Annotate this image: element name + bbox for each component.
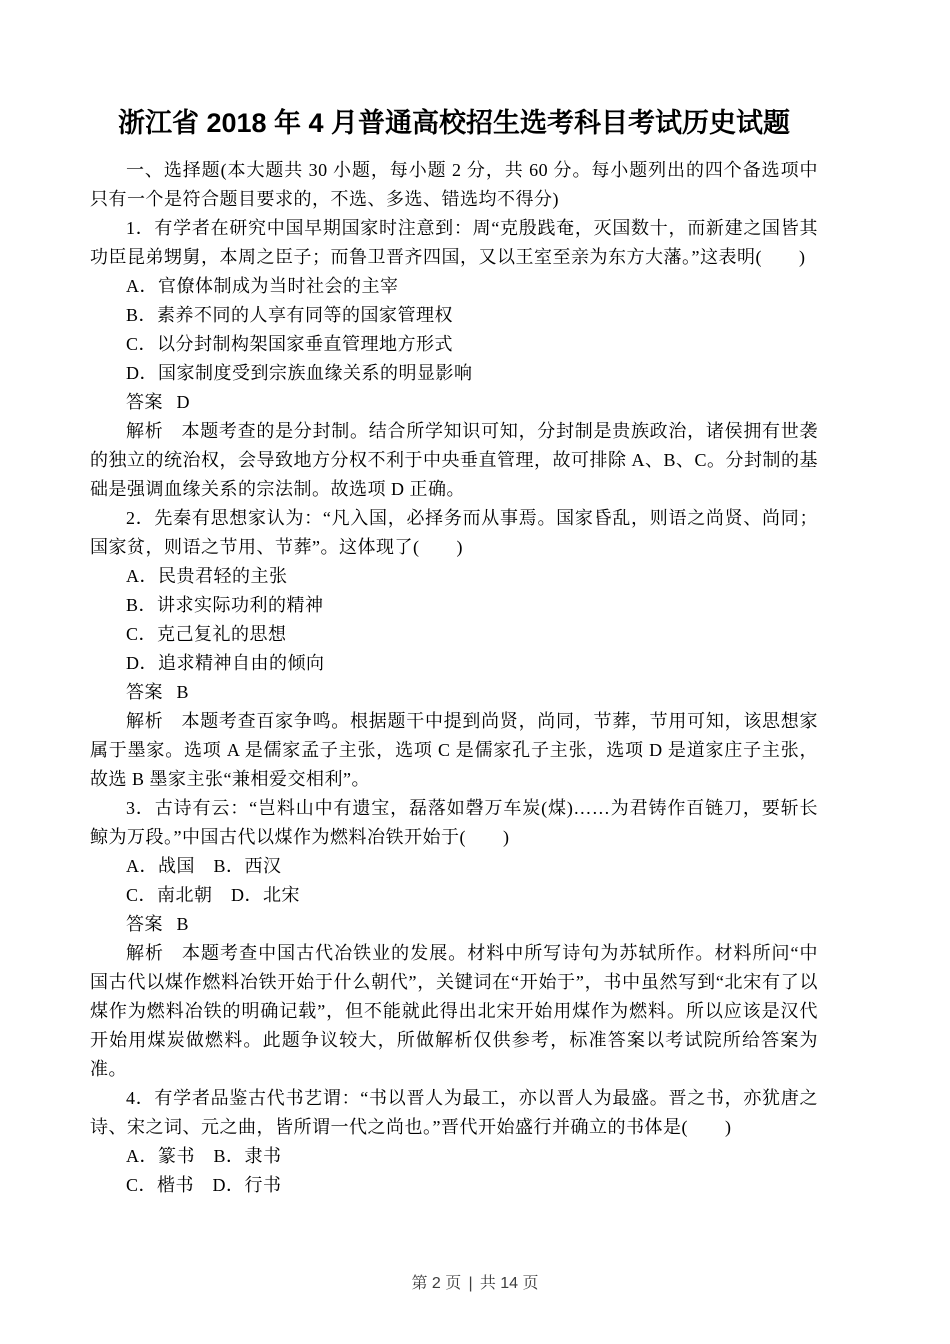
footer-separator: |	[468, 1275, 473, 1292]
analysis-label: 解析	[126, 711, 164, 731]
question-3-answer-line	[90, 910, 818, 939]
question-2-analysis	[90, 707, 818, 794]
section-intro: 一、选择题(本大题共 30 小题，每小题 2 分，共 60 分。每小题列出的四个备选项中只有一个是符合题目要求的，不选、多选、错选均不得分)	[90, 160, 818, 209]
question-1-option-d: D．国家制度受到宗族血缘关系的明显影响	[126, 363, 473, 383]
question-3-options-ab: A．战国 B．西汉	[126, 856, 282, 876]
question-2-answer-line	[90, 678, 818, 707]
question-2-option-c: C．克己复礼的思想	[126, 624, 287, 644]
question-4	[90, 1084, 818, 1200]
question-1-option-b: B．素养不同的人享有同等的国家管理权	[126, 305, 454, 325]
question-2-option-d: D．追求精神自由的倾向	[126, 653, 325, 673]
question-2	[90, 504, 818, 794]
analysis-label: 解析	[126, 943, 165, 963]
answer-value: B	[176, 682, 190, 702]
analysis-label: 解析	[126, 421, 164, 441]
answer-label: 答案	[126, 682, 163, 702]
page-number-current: 第 2 页	[411, 1275, 462, 1292]
question-2-stem: 2．先秦有思想家认为：“凡入国，必择务而从事焉。国家昏乱，则语之尚贤、尚同；国家贫，则语之节用、节葬”。这体现了( )	[90, 508, 818, 557]
page-number-total: 共 14 页	[479, 1275, 539, 1292]
question-4-options-cd: C．楷书 D．行书	[126, 1175, 282, 1195]
question-1-option-c: C．以分封制构架国家垂直管理地方形式	[126, 334, 454, 354]
answer-label: 答案	[126, 392, 163, 412]
question-3-stem: 3．古诗有云：“岂料山中有遗宝，磊落如磬万车炭(煤)……为君铸作百链刀，要斩长鲸为万段。”中国古代以煤作为燃料冶铁开始于( )	[90, 798, 818, 847]
question-3-options-cd: C．南北朝 D．北宋	[126, 885, 301, 905]
question-2-option-b: B．讲求实际功利的精神	[126, 595, 324, 615]
question-4-options-ab: A．篆书 B．隶书	[126, 1146, 282, 1166]
answer-value: B	[176, 914, 190, 934]
question-1-analysis	[90, 417, 818, 504]
answer-label: 答案	[126, 914, 163, 934]
page-footer	[0, 1272, 950, 1296]
document-title: 浙江省 2018 年 4 月普通高校招生选考科目考试历史试题	[117, 108, 791, 138]
question-4-stem: 4．有学者品鉴古代书艺谓：“书以晋人为最工，亦以晋人为最盛。晋之书，亦犹唐之诗、宋之词、元之曲，皆所谓一代之尚也。”晋代开始盛行并确立的书体是( )	[90, 1088, 818, 1137]
question-2-option-a: A．民贵君轻的主张	[126, 566, 288, 586]
question-1-stem: 1．有学者在研究中国早期国家时注意到：周“克殷践奄，灭国数十，而新建之国皆其功臣昆弟甥舅，本周之臣子；而鲁卫晋齐四国，又以王室至亲为东方大藩。”这表明( )	[90, 218, 818, 267]
document-content	[90, 102, 818, 1200]
analysis-text: 本题考查百家争鸣。根据题干中提到尚贤，尚同，节葬，节用可知，该思想家属于墨家。选项 A 是儒家孟子主张，选项 C 是儒家孔子主张，选项 D 是道家庄子主张，故选 B 墨家主张“兼相爱交相利”。	[90, 711, 819, 789]
question-1-option-a: A．官僚体制成为当时社会的主宰	[126, 276, 399, 296]
question-3-analysis	[90, 939, 818, 1084]
analysis-text: 本题考查中国古代冶铁业的发展。材料中所写诗句为苏轼所作。材料所问“中国古代以煤作燃料冶铁开始于什么朝代”，关键词在“开始于”，书中虽然写到“北宋有了以煤作为燃料冶铁的明确记载”，但不能就此得出北宋开始用煤作为燃料。所以应该是汉代开始用煤炭做燃料。此题争议较大，所做解析仅供参考，标准答案以考试院所给答案为准。	[90, 943, 818, 1079]
question-3	[90, 794, 818, 1084]
analysis-text: 本题考查的是分封制。结合所学知识可知，分封制是贵族政治，诸侯拥有世袭的独立的统治权，会导致地方分权不利于中央垂直管理，故可排除 A、B、C。分封制的基础是强调血缘关系的宗法制。故选项 D 正确。	[90, 421, 819, 499]
question-1	[90, 214, 818, 504]
question-1-answer-line	[90, 388, 818, 417]
answer-value: D	[176, 392, 190, 412]
